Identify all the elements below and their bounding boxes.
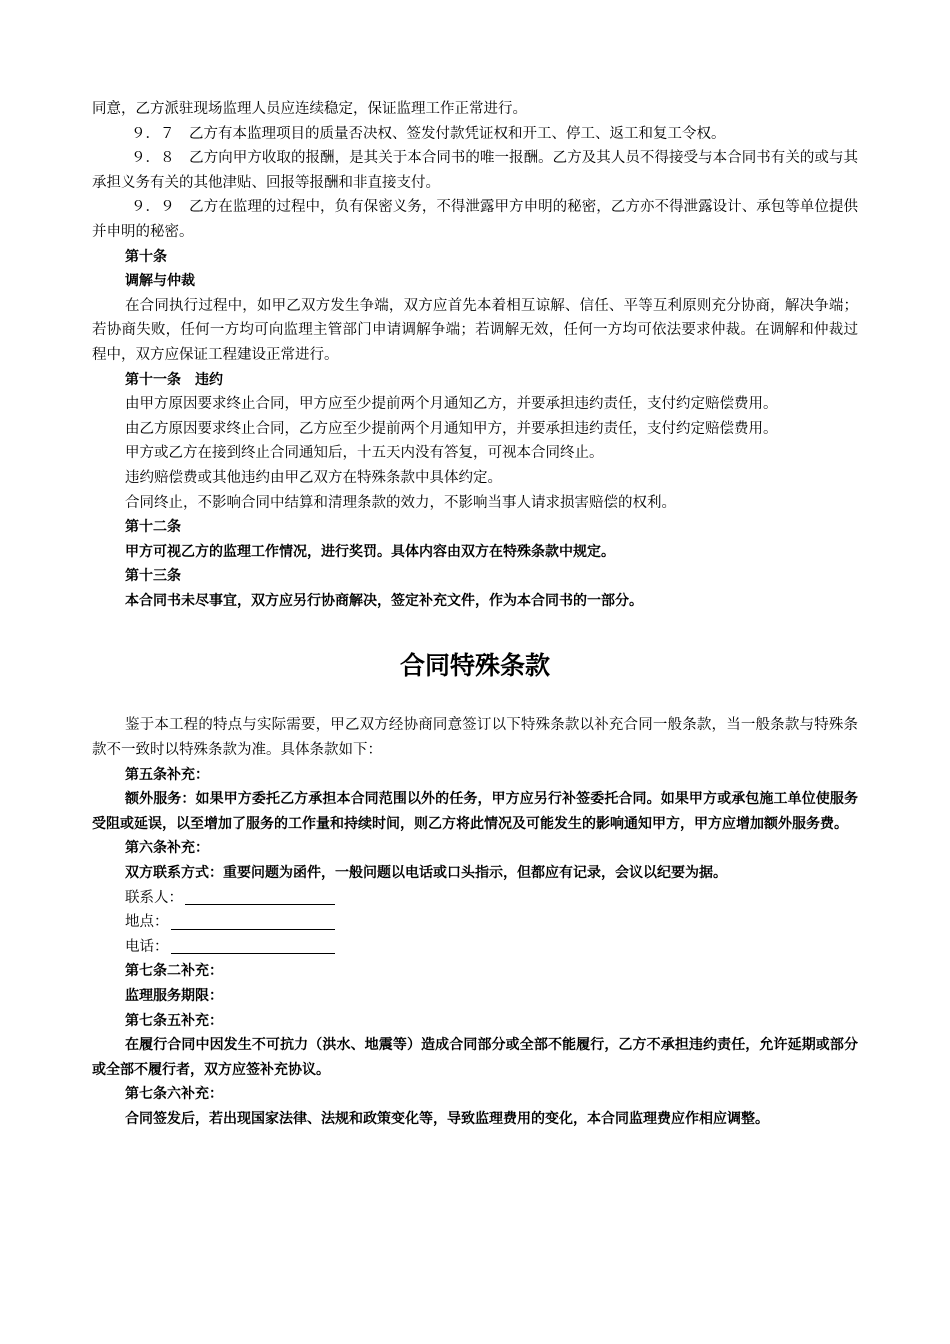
paragraph-9-6-continuation: 同意，乙方派驻现场监理人员应连续稳定，保证监理工作正常进行。	[92, 101, 527, 117]
supplement-7-2-body: 监理服务期限：	[125, 988, 223, 1004]
article-10-body: 在合同执行过程中，如甲乙双方发生争端，双方应首先本着相互谅解、信任、平等互利原则充分协商，解决争端；若协商失败，任何一方均可向监理主管部门申请调解争端；若调解无效，任何一方均可依法要求仲裁。在调解和仲裁过程中，双方应保证工程建设正常进行。	[92, 297, 858, 363]
article-10-heading: 第十条	[125, 248, 167, 265]
contact-person-label: 联系人：	[125, 889, 183, 906]
special-terms-title: 合同特殊条款	[399, 651, 550, 681]
article-12-body: 甲方可视乙方的监理工作情况，进行奖罚。具体内容由双方在特殊条款中规定。	[125, 543, 615, 560]
address-label: 地点：	[125, 914, 169, 931]
contact-person-blank[interactable]	[185, 886, 335, 905]
supplement-7-5-heading: 第七条五补充：	[125, 1012, 223, 1029]
supplement-7-2-heading: 第七条二补充：	[125, 963, 223, 980]
article-11-paragraph-2: 由乙方原因要求终止合同，乙方应至少提前两个月通知甲方，并要承担违约责任，支付约定赔偿费用。	[125, 420, 778, 437]
document-page	[92, 97, 858, 1132]
article-12-heading: 第十二条	[125, 519, 181, 536]
article-10-subheading: 调解与仲裁	[125, 273, 195, 290]
special-terms-intro: 鉴于本工程的特点与实际需要，甲乙双方经协商同意签订以下特殊条款以补充合同一般条款，当一般条款与特殊条款不一致时以特殊条款为准。具体条款如下：	[92, 717, 858, 759]
supplement-6-heading: 第六条补充：	[125, 840, 209, 857]
article-11-paragraph-3: 甲方或乙方在接到终止合同通知后，十五天内没有答复，可视本合同终止。	[125, 445, 604, 462]
paragraph-9-7: ９．７ 乙方有本监理项目的质量否决权、签发付款凭证权和开工、停工、返工和复工令权。	[131, 125, 726, 142]
paragraph-9-9: ９．９ 乙方在监理的过程中，负有保密义务，不得泄露甲方申明的秘密，乙方亦不得泄露设计、承包等单位提供并申明的秘密。	[92, 199, 858, 240]
article-13-body: 本合同书未尽事宜，双方应另行协商解决，签定补充文件，作为本合同书的一部分。	[125, 592, 643, 609]
address-blank[interactable]	[171, 911, 335, 930]
article-11-paragraph-4: 违约赔偿费或其他违约由甲乙双方在特殊条款中具体约定。	[125, 469, 502, 486]
contact-person-row	[92, 886, 858, 911]
article-11-heading: 第十一条 违约	[125, 371, 223, 388]
article-11-paragraph-1: 由甲方原因要求终止合同，甲方应至少提前两个月通知乙方，并要承担违约责任，支付约定赔偿费用。	[125, 396, 778, 413]
article-11-paragraph-5: 合同终止，不影响合同中结算和清理条款的效力，不影响当事人请求损害赔偿的权利。	[125, 494, 676, 511]
supplement-5-body: 额外服务：如果甲方委托乙方承担本合同范围以外的任务，甲方应另行补签委托合同。如果甲方或承包施工单位使服务受阻或延误，以至增加了服务的工作量和持续时间，则乙方将此情况及可能发生的影响通知甲方，甲方应增加额外服务费。	[92, 791, 858, 832]
phone-row	[92, 935, 858, 960]
phone-label: 电话：	[125, 938, 169, 955]
article-13-heading: 第十三条	[125, 568, 181, 585]
address-row	[92, 910, 858, 935]
phone-blank[interactable]	[171, 935, 335, 954]
paragraph-9-8: ９．８ 乙方向甲方收取的报酬，是其关于本合同书的唯一报酬。乙方及其人员不得接受与本合同书有关的或与其承担义务有关的其他津贴、回报等报酬和非直接支付。	[92, 150, 858, 191]
supplement-7-6-heading: 第七条六补充：	[125, 1086, 223, 1103]
supplement-7-5-body: 在履行合同中因发生不可抗力（洪水、地震等）造成合同部分或全部不能履行，乙方不承担违约责任，允许延期或部分或全部不履行者，双方应签补充协议。	[92, 1037, 858, 1078]
supplement-7-6-body: 合同签发后，若出现国家法律、法规和政策变化等，导致监理费用的变化，本合同监理费应作相应调整。	[125, 1110, 769, 1127]
supplement-6-body: 双方联系方式：重要问题为函件，一般问题以电话或口头指示，但都应有记录，会议以纪要为据。	[125, 865, 727, 882]
supplement-5-heading: 第五条补充：	[125, 766, 209, 783]
